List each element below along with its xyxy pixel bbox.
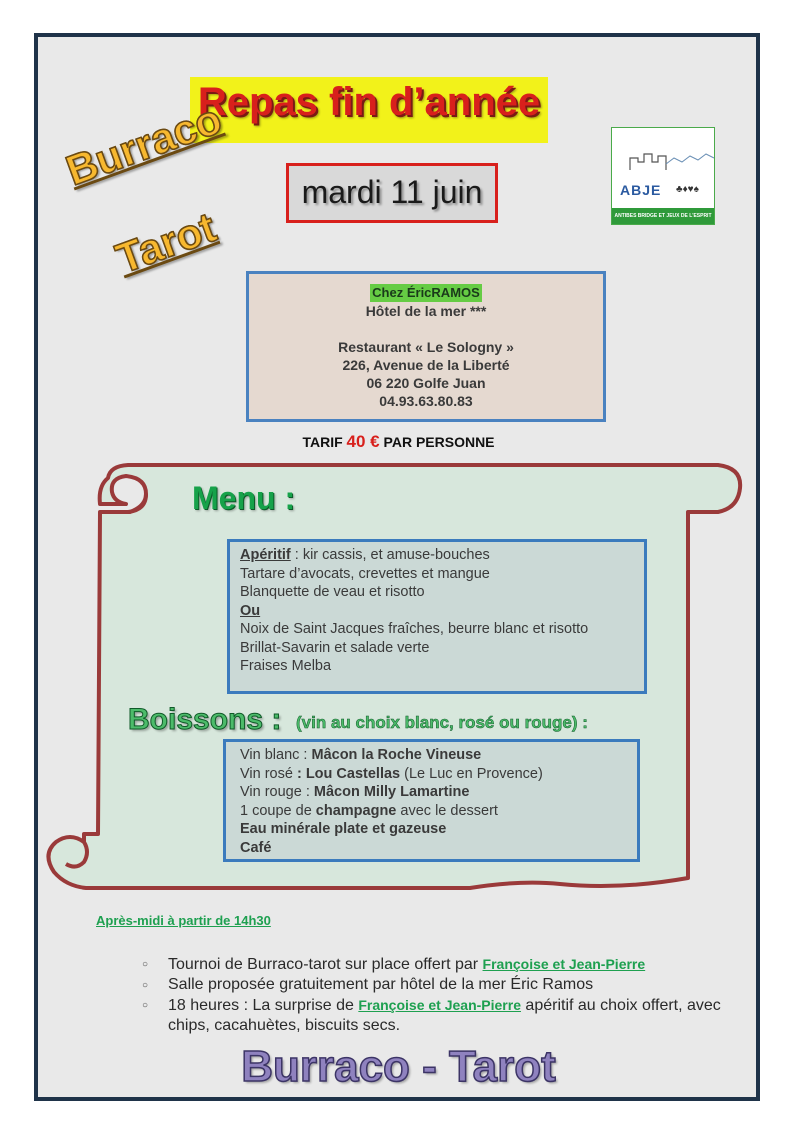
red-wine-value: Mâcon Milly Lamartine: [313, 784, 470, 800]
item3-tail: apéritif au choix offert, avec chips, cacahuètes, biscuits secs.: [168, 997, 721, 1034]
champagne-suffix: avec le dessert: [396, 802, 498, 819]
circle-bullet-icon: ○: [142, 1000, 149, 1011]
tarif-prefix: TARIF: [302, 434, 343, 450]
rose-wine-note: (Le Luc en Provence): [400, 765, 543, 782]
menu-item: Brillat-Savarin et salade verte: [240, 639, 430, 656]
list-item: [142, 995, 742, 1036]
street-address: 226, Avenue de la Liberté: [342, 357, 510, 373]
menu-item: Blanquette de veau et risotto: [240, 584, 425, 600]
menu-or: Ou: [240, 602, 261, 619]
water: Eau minérale plate et gazeuse: [240, 821, 447, 837]
side-word-tarot: Tarot: [110, 203, 222, 283]
organizers-link: Françoise et Jean-Pierre: [482, 956, 646, 972]
tarif-suffix: PAR PERSONNE: [383, 434, 495, 450]
white-wine-value: Mâcon la Roche Vineuse: [311, 747, 482, 763]
coffee: Café: [240, 839, 272, 856]
event-date: mardi 11 juin: [286, 163, 498, 223]
item2-text: Salle proposée gratuitement par hôtel de la mer Éric Ramos: [168, 976, 594, 993]
organizers-link: Françoise et Jean-Pierre: [358, 997, 521, 1013]
list-item: [142, 954, 742, 975]
champagne-value: champagne: [315, 802, 397, 819]
drinks-subtitle: (vin au choix blanc, rosé ou rouge) :: [296, 713, 588, 732]
circle-bullet-icon: ○: [142, 959, 149, 970]
phone: 04.93.63.80.83: [379, 393, 473, 409]
item3-text: 18 heures : La surprise de: [168, 997, 359, 1014]
menu-item: Fraises Melba: [240, 658, 332, 674]
circle-bullet-icon: ○: [142, 980, 149, 991]
logo-name: ABJE: [620, 182, 662, 198]
page-title: Repas fin d’année: [197, 80, 541, 124]
tarif-price: 40 €: [346, 432, 380, 451]
afternoon-heading: Après-midi à partir de 14h30: [96, 913, 271, 928]
menu-item: Noix de Saint Jacques fraîches, beurre blanc et risotto: [240, 621, 589, 637]
afternoon-list: [142, 954, 742, 1036]
rose-wine-label: Vin rosé: [240, 765, 297, 782]
footer-title: Burraco - Tarot: [241, 1042, 556, 1091]
city: 06 220 Golfe Juan: [366, 375, 486, 391]
logo-band: ANTIBES BRIDGE ET JEUX DE L'ESPRIT: [612, 208, 714, 224]
side-word-burraco: Burraco: [60, 94, 228, 195]
restaurant-name: Restaurant « Le Sologny »: [338, 339, 514, 355]
menu-title: Menu :: [192, 480, 296, 516]
menu-box: [227, 539, 647, 694]
host-name: Chez ÉricRAMOS: [372, 285, 480, 300]
drinks-box: [223, 739, 640, 862]
red-wine-label: Vin rouge :: [240, 784, 314, 800]
item1-text: Tournoi de Burraco-tarot sur place offert par: [168, 956, 483, 973]
white-wine-label: Vin blanc :: [240, 747, 312, 763]
champagne-prefix: 1 coupe de: [240, 802, 316, 819]
aperitif-label: Apéritif: [240, 547, 291, 563]
list-item: [142, 975, 742, 995]
drinks-title: Boissons :: [128, 703, 282, 736]
aperitif-text: : kir cassis, et amuse-bouches: [290, 547, 490, 563]
menu-item: Tartare d’avocats, crevettes et mangue: [240, 565, 490, 582]
card-suits-icon: ♣♦♥♠: [676, 184, 699, 195]
rose-wine-value: : Lou Castellas: [296, 765, 401, 782]
hotel-name: Hôtel de la mer ***: [365, 303, 487, 319]
